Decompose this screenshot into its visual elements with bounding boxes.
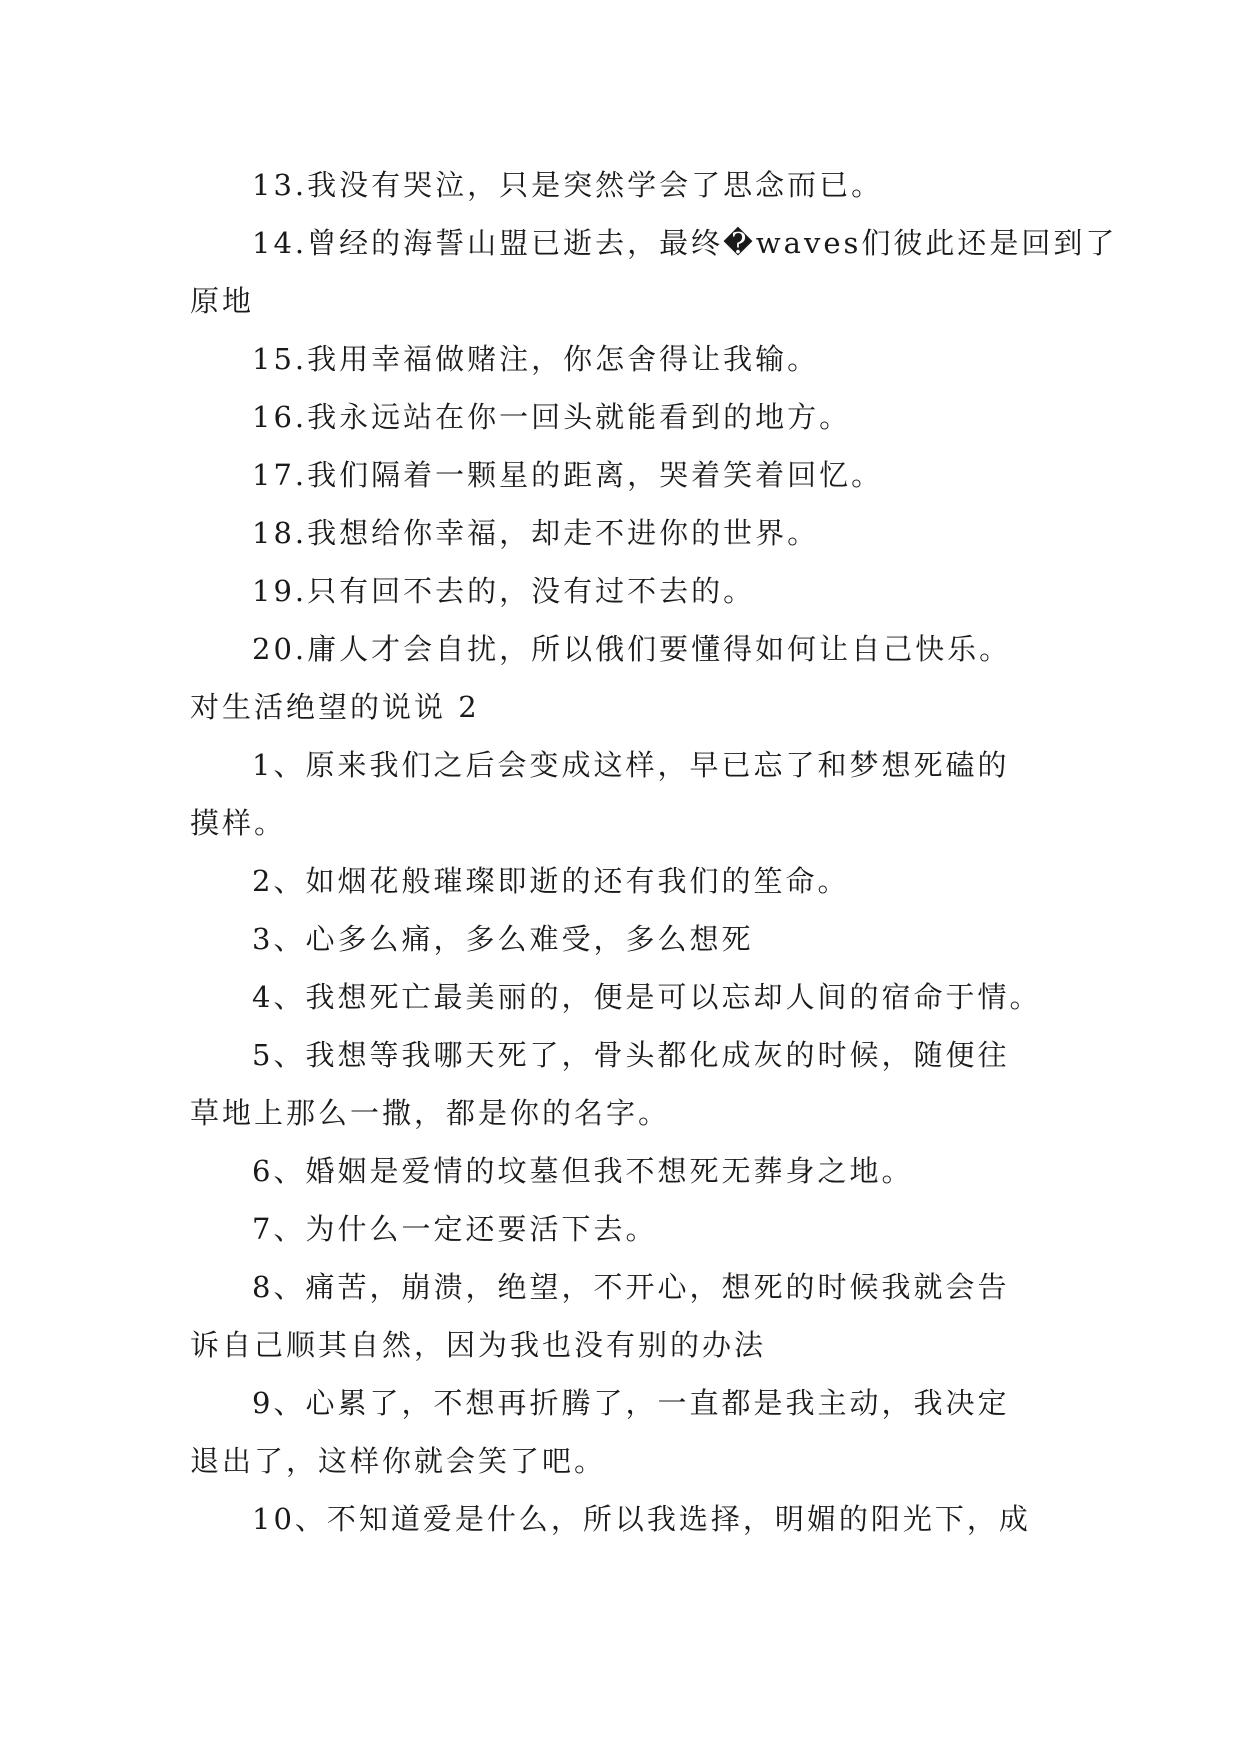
text-line: 3、心多么痛，多么难受，多么想死 [252,922,754,956]
text-line: 16.我永远站在你一回头就能看到的地方。 [252,400,852,434]
text-line: 17.我们隔着一颗星的距离，哭着笑着回忆。 [252,458,884,492]
text-line: 19.只有回不去的，没有过不去的。 [252,574,756,608]
text-line: 15.我用幸福做赌注，你怎舍得让我输。 [252,342,820,376]
text-line: 10、不知道爱是什么，所以我选择，明媚的阳光下，成 [252,1502,1031,1536]
text-line: 20.庸人才会自扰，所以俄们要懂得如何让自己快乐。 [252,632,1012,666]
text-line: 草地上那么一撒，都是你的名字。 [190,1096,671,1130]
text-line: 2、如烟花般璀璨即逝的还有我们的笙命。 [252,864,850,898]
document-body [190,156,1118,1548]
section-heading: 对生活绝望的说说 2 [190,690,480,724]
text-line: 摸样。 [190,806,287,840]
text-line: 14.曾经的海誓山盟已逝去，最终�waves们彼此还是回到了 [252,226,1118,260]
text-line: 8、痛苦，崩溃，绝望，不开心，想死的时候我就会告 [252,1270,1010,1304]
text-line: 1、原来我们之后会变成这样，早已忘了和梦想死磕的 [252,748,1010,782]
text-line: 6、婚姻是爱情的坟墓但我不想死无葬身之地。 [252,1154,914,1188]
text-line: 18.我想给你幸福，却走不进你的世界。 [252,516,820,550]
text-line: 退出了，这样你就会笑了吧。 [190,1444,607,1478]
text-line: 4、我想死亡最美丽的，便是可以忘却人间的宿命于情。 [252,980,1042,1014]
text-line: 7、为什么一定还要活下去。 [252,1212,658,1246]
text-line: 原地 [190,284,255,318]
text-line: 诉自己顺其自然，因为我也没有别的办法 [190,1328,767,1362]
text-line: 5、我想等我哪天死了，骨头都化成灰的时候，随便往 [252,1038,1010,1072]
text-line: 13.我没有哭泣，只是突然学会了思念而已。 [252,168,884,202]
text-line: 9、心累了，不想再折腾了，一直都是我主动，我决定 [252,1386,1010,1420]
